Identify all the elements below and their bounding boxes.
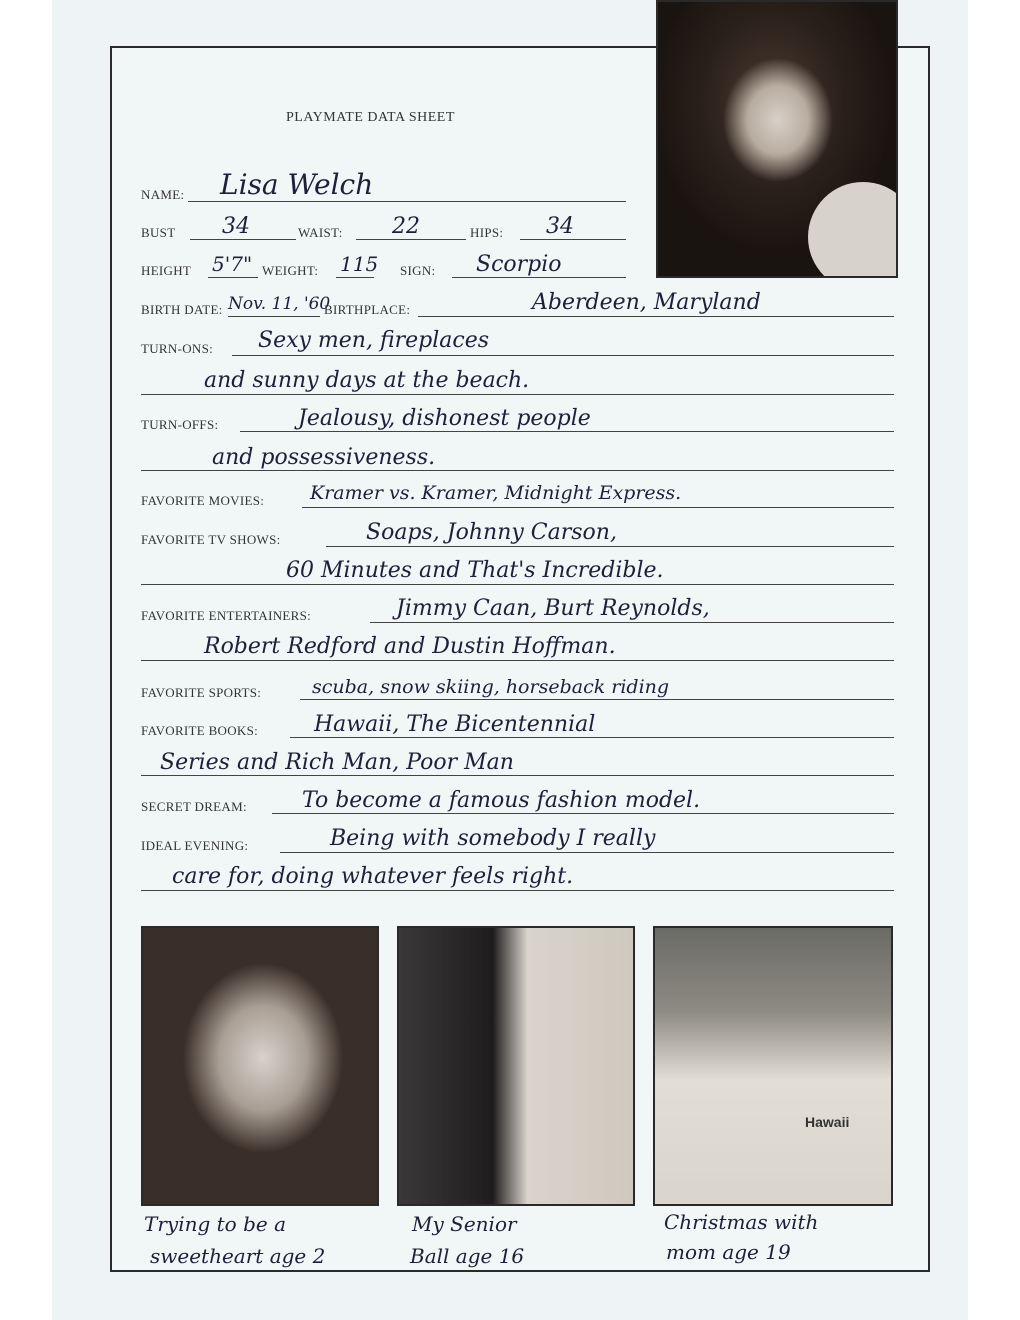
line-turn-ons-2 — [141, 394, 894, 395]
line-birth-date — [228, 316, 320, 317]
label-entertainers: FAVORITE ENTERTAINERS: — [141, 608, 312, 623]
value-turn-ons-2: and sunny days at the beach. — [204, 368, 530, 393]
value-entertainers-2: Robert Redford and Dustin Hoffman. — [204, 634, 616, 659]
line-sign — [452, 277, 626, 278]
line-dream — [272, 813, 894, 814]
value-turn-ons-1: Sexy men, fireplaces — [258, 328, 490, 353]
label-hips: HIPS: — [470, 225, 504, 240]
caption-photo1-line2: sweetheart age 2 — [150, 1244, 326, 1268]
value-dream: To become a famous fashion model. — [302, 788, 701, 813]
value-books-2: Series and Rich Man, Poor Man — [160, 750, 514, 775]
line-evening-1 — [280, 852, 894, 853]
value-sign: Scorpio — [476, 252, 562, 277]
value-birthplace: Aberdeen, Maryland — [532, 290, 761, 315]
line-height — [208, 277, 258, 278]
value-birth-date: Nov. 11, '60 — [228, 294, 331, 314]
line-turn-ons-1 — [232, 355, 894, 356]
photo-senior-ball — [397, 926, 635, 1206]
line-entertainers-2 — [141, 660, 894, 661]
value-hips: 34 — [546, 214, 574, 239]
line-sports — [300, 699, 894, 700]
photo-child — [141, 926, 379, 1206]
portrait-shoulder — [808, 182, 898, 278]
label-turn-ons: TURN-ONS: — [141, 341, 214, 356]
label-evening: IDEAL EVENING: — [141, 838, 249, 853]
label-weight: WEIGHT: — [262, 263, 319, 278]
photo-christmas — [653, 926, 893, 1206]
line-tv-2 — [141, 584, 894, 585]
line-entertainers-1 — [370, 622, 894, 623]
value-turn-offs-2: and possessiveness. — [212, 445, 436, 470]
line-evening-2 — [141, 890, 894, 891]
label-dream: SECRET DREAM: — [141, 799, 247, 814]
value-waist: 22 — [392, 214, 420, 239]
line-tv-1 — [326, 546, 894, 547]
caption-photo1-line1: Trying to be a — [144, 1212, 286, 1236]
value-movies: Kramer vs. Kramer, Midnight Express. — [310, 482, 682, 504]
value-turn-offs-1: Jealousy, dishonest people — [298, 406, 591, 431]
label-height: HEIGHT — [141, 263, 192, 278]
sheet-title: PLAYMATE DATA SHEET — [286, 110, 455, 125]
line-waist — [356, 239, 466, 240]
label-turn-offs: TURN-OFFS: — [141, 417, 219, 432]
label-sign: SIGN: — [400, 263, 436, 278]
label-books: FAVORITE BOOKS: — [141, 723, 259, 738]
line-turn-offs-2 — [141, 470, 894, 471]
line-books-1 — [290, 737, 894, 738]
line-hips — [520, 239, 626, 240]
value-weight: 115 — [340, 252, 379, 276]
value-height: 5'7" — [212, 252, 253, 276]
line-name — [188, 201, 626, 202]
label-waist: WAIST: — [298, 225, 343, 240]
line-weight — [336, 277, 374, 278]
value-name: Lisa Welch — [220, 168, 374, 201]
line-books-2 — [141, 775, 894, 776]
label-birth-date: BIRTH DATE: — [141, 302, 223, 317]
value-tv-1: Soaps, Johnny Carson, — [366, 520, 617, 545]
label-sports: FAVORITE SPORTS: — [141, 685, 262, 700]
label-name: NAME: — [141, 187, 185, 202]
line-birthplace — [418, 316, 894, 317]
value-evening-2: care for, doing whatever feels right. — [172, 864, 574, 889]
value-books-1: Hawaii, The Bicentennial — [314, 712, 596, 737]
portrait-photo — [656, 0, 898, 278]
label-tv: FAVORITE TV SHOWS: — [141, 532, 281, 547]
label-movies: FAVORITE MOVIES: — [141, 493, 265, 508]
line-turn-offs-1 — [240, 431, 894, 432]
line-bust — [190, 239, 296, 240]
label-bust: BUST — [141, 225, 176, 240]
caption-photo3-line1: Christmas with — [664, 1210, 819, 1234]
value-entertainers-1: Jimmy Caan, Burt Reynolds, — [396, 596, 710, 621]
label-birthplace: BIRTHPLACE: — [324, 302, 411, 317]
caption-photo3-line2: mom age 19 — [666, 1240, 791, 1264]
value-tv-2: 60 Minutes and That's Incredible. — [286, 558, 664, 583]
value-bust: 34 — [222, 214, 250, 239]
value-sports: scuba, snow skiing, horseback riding — [312, 676, 670, 698]
caption-photo2-line1: My Senior — [412, 1212, 517, 1236]
shirt-text: Hawaii — [805, 1114, 850, 1130]
line-movies — [302, 507, 894, 508]
caption-photo2-line2: Ball age 16 — [410, 1244, 525, 1268]
value-evening-1: Being with somebody I really — [330, 826, 656, 851]
